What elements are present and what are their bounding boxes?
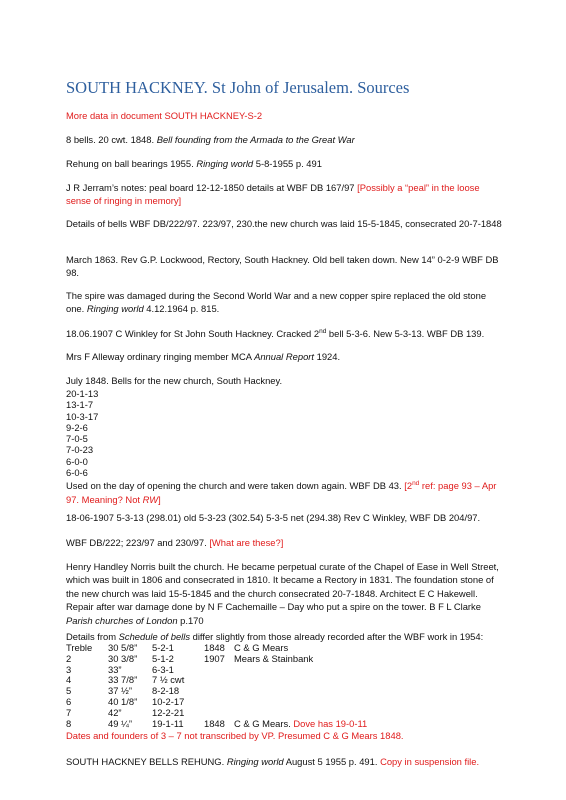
text-run: The spire was damaged during the Second World War and a new copper spire replaced the old stone one. — [66, 290, 487, 315]
bell-year-cell — [204, 686, 234, 697]
bell-year-cell: 1848 — [204, 642, 225, 653]
text-run: Bell founding from the Armada to the Great War — [156, 134, 355, 145]
text-run: Details of bells WBF DB/222/97. 223/97, 230.the new church was laid 15-5-1845, consecrated 20-7-1848 — [66, 218, 502, 229]
bell-row — [66, 654, 367, 665]
text-run: 18-06-1907 5-3-13 (298.01) old 5-3-23 (302.54) 5-3-5 net (294.38) Rev C Winkley, WBF DB 204/97. — [66, 512, 481, 523]
weight-item: 7-0-5 — [66, 433, 88, 445]
bell-founder-cell — [234, 697, 367, 708]
bell-diameter-cell: 33” — [108, 663, 122, 675]
bell-weight-cell: 8-2-18 — [152, 685, 180, 697]
text-run: 5-8-1955 p. 491 — [253, 158, 322, 169]
text-run: Ringing world — [196, 158, 254, 169]
bell-bell-cell: 2 — [66, 652, 72, 664]
text-run: Henry Handley Norris built the church. He became perpetual curate of the Chapel of Ease in Well Street, which was built in 1806 and consecrated in 1810. It became a Rectory in 1831. The foundation stone of the new church was laid 15-5-1845 and the church consecrated 20-7-1848. Architect E C Hakewell. Repair after war damage done by N F Cachemaille – Day who put a spire on the tower. B F L Clarke — [66, 561, 499, 613]
text-run: Details from — [66, 631, 119, 642]
bell-bell-cell: 5 — [66, 685, 72, 697]
bell-diameter-cell: 30 3/8” — [108, 652, 138, 664]
text-run: Annual Report — [254, 351, 315, 362]
bell-founder-cell — [234, 686, 367, 697]
bell-schedule-table — [66, 643, 367, 729]
weight-item: 6-0-0 — [66, 455, 88, 467]
bell-year-cell — [204, 675, 234, 686]
bell-year-cell: 1907 — [204, 652, 225, 664]
text-run: ref: page 93 – Apr 97. Meaning? Not — [66, 480, 497, 505]
text-run: August 5 1955 p. 491. — [283, 756, 381, 767]
text-run: [What are these?] — [209, 537, 284, 548]
text-run: July 1848. Bells for the new church, South Hackney. — [66, 375, 283, 386]
bell-weight-cell: 5-1-2 — [152, 652, 174, 664]
bell-founder-cell: Mears & Stainbank — [234, 652, 314, 664]
bell-diameter-cell: 49 ¼” — [108, 717, 132, 729]
bell-founder-cell: C & G Mears — [234, 642, 289, 653]
weights-list — [66, 388, 98, 478]
bell-bell-cell: 6 — [66, 695, 72, 707]
weight-item: 6-0-6 — [66, 467, 88, 479]
text-run: 8 bells. 20 cwt. 1848. — [66, 134, 157, 145]
text-run: p.170 — [177, 614, 204, 626]
text-run: Ringing world — [226, 756, 284, 767]
text-run: 4.12.1964 p. 815. — [143, 303, 220, 315]
text-run: Dates and founders of 3 – 7 not transcribed by VP. Presumed C & G Mears 1848. — [66, 730, 404, 741]
bell-weight-cell: 7 ½ cwt — [152, 674, 185, 686]
bell-year-cell: 1848 — [204, 717, 225, 729]
paragraph-10 — [66, 477, 506, 506]
text-run: Mrs F Alleway ordinary ringing member MCA — [66, 351, 255, 362]
bell-founder-cell — [234, 665, 367, 676]
bell-bell-cell: Treble — [66, 642, 93, 653]
bell-year-cell — [204, 708, 234, 719]
text-run: [Possibly a “peal” in the loose sense of ringing in memory] — [66, 182, 480, 207]
text-run: 18.06.1907 C Winkley for St John South Hackney. Cracked 2 — [66, 328, 320, 340]
weight-item: 7-0-23 — [66, 444, 94, 456]
bell-bell-cell: 8 — [66, 717, 72, 729]
paragraph-3 — [66, 181, 506, 208]
text-run: March 1863. Rev G.P. Lockwood, Rectory, South Hackney. Old bell taken down. New 14” 0-2-9 WBF DB 98. — [66, 254, 499, 279]
text-run: nd — [319, 328, 327, 335]
weight-item: 9-2-6 — [66, 421, 88, 433]
text-run: Ringing world — [86, 303, 144, 315]
text-run: Used on the day of opening the church and were taken down again. WBF DB 43. — [66, 480, 405, 492]
bell-diameter-cell: 42” — [108, 706, 122, 718]
paragraph-12 — [66, 536, 506, 549]
paragraph-6 — [66, 289, 506, 316]
paragraph-5 — [66, 253, 506, 280]
weight-item: 20-1-13 — [66, 388, 99, 399]
bell-founder-cell: C & G Mears. Dove has 19-0-11 — [234, 717, 368, 729]
bell-weight-cell: 5-2-1 — [152, 642, 174, 653]
text-run: WBF DB/222; 223/97 and 230/97. — [66, 537, 210, 548]
bell-weight-cell: 10-2-17 — [152, 695, 185, 707]
text-run: differ slightly from those already recorded after the WBF work in 1954: — [190, 631, 484, 642]
paragraph-7 — [66, 325, 506, 341]
text-run: 1924. — [314, 351, 341, 362]
paragraph-0 — [66, 109, 506, 122]
paragraph-1 — [66, 133, 506, 146]
bell-bell-cell: 3 — [66, 663, 72, 675]
text-run: Copy in suspension file. — [380, 756, 480, 767]
paragraph-9 — [66, 374, 506, 387]
text-run: More data in document SOUTH HACKNEY-S-2 — [66, 110, 263, 121]
text-run: J R Jerram’s notes: peal board 12-12-1850 details at WBF DB 167/97 — [66, 182, 358, 193]
text-run: SOUTH HACKNEY BELLS REHUNG. — [66, 756, 227, 767]
bell-weight-cell: 6-3-1 — [152, 663, 174, 675]
paragraph-16 — [66, 755, 506, 768]
bell-diameter-cell: 37 ½” — [108, 685, 132, 697]
text-run: RW — [142, 493, 159, 505]
bell-weight-cell: 19-1-11 — [152, 717, 184, 729]
bell-year-cell — [204, 665, 234, 676]
bell-year-cell — [204, 697, 234, 708]
text-run: ] — [158, 493, 161, 505]
text-run: bell 5-3-6. New 5-3-13. WBF DB 139. — [326, 328, 485, 340]
page-title: SOUTH HACKNEY. St John of Jerusalem. Sources — [66, 78, 410, 97]
bell-weight-cell: 12-2-21 — [152, 706, 185, 718]
paragraph-8 — [66, 350, 506, 363]
weight-item: 10-3-17 — [66, 410, 99, 422]
paragraph-11 — [66, 511, 506, 524]
paragraph-4 — [66, 217, 506, 230]
bell-diameter-cell: 33 7/8” — [108, 674, 138, 686]
bell-bell-cell: 7 — [66, 706, 72, 718]
text-run: Parish churches of London — [66, 614, 178, 626]
text-run: [2 — [404, 480, 413, 492]
bell-diameter-cell: 40 1/8” — [108, 695, 138, 707]
bell-row — [66, 719, 367, 730]
bell-founder-cell — [234, 675, 367, 686]
paragraph-15 — [66, 729, 506, 742]
text-run: Rehung on ball bearings 1955. — [66, 158, 197, 169]
paragraph-2 — [66, 157, 506, 170]
bell-note: Dove has 19-0-11 — [290, 717, 368, 729]
text-run: nd — [412, 480, 420, 487]
weight-item: 13-1-7 — [66, 399, 94, 411]
bell-bell-cell: 4 — [66, 674, 72, 686]
bell-diameter-cell: 30 5/8” — [108, 642, 138, 653]
paragraph-13 — [66, 560, 506, 627]
text-run: Schedule of bells — [118, 631, 191, 642]
